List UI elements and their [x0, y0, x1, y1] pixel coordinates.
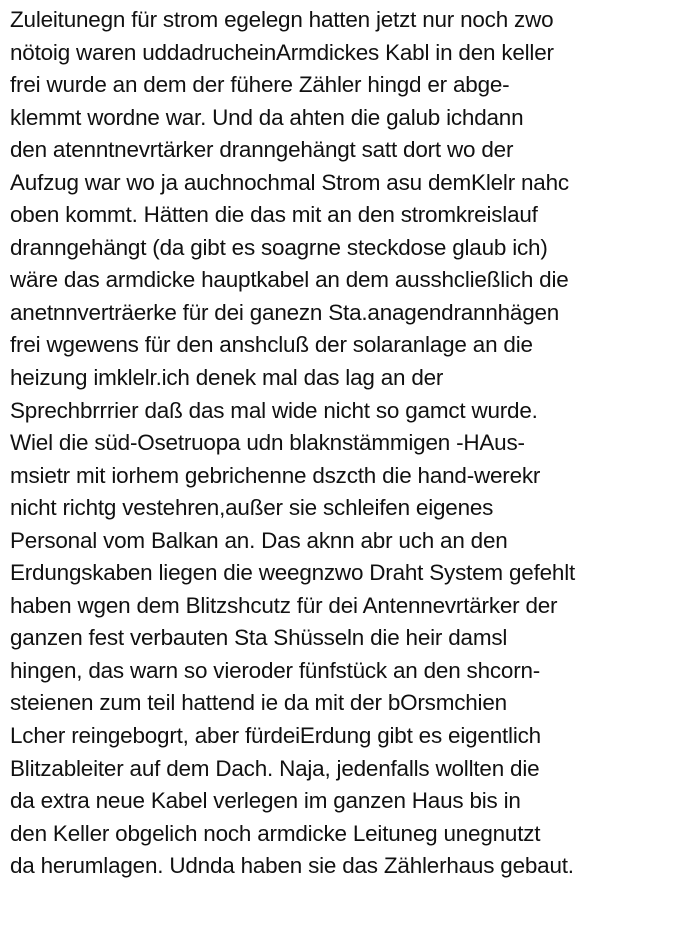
text-line-22: steienen zum teil hattend ie da mit der bOrsmchien — [10, 690, 507, 716]
text-line-10: anetnnverträerke für dei ganezn Sta.anagendrannhägen — [10, 299, 560, 325]
text-line-16: nicht richtg vestehren,außer sie schleifen eigenes — [10, 495, 494, 521]
text-line-12: heizung imklelr.ich denek mal das lag an der — [10, 365, 444, 391]
text-line-24: Blitzableiter auf dem Dach. Naja, jedenfalls wollten die — [10, 755, 540, 781]
text-line-8: dranngehängt (da gibt es soagrne steckdose glaub ich) — [10, 234, 548, 260]
text-line-13: Sprechbrrrier daß das mal wide nicht so gamct wurde. — [10, 397, 538, 423]
text-line-2: nötoig waren uddadrucheinArmdickes Kabl in den keller — [10, 39, 554, 65]
text-line-19: haben wgen dem Blitzshcutz für dei Antennevrtärker der — [10, 592, 558, 618]
text-line-20: ganzen fest verbauten Sta Shüsseln die heir damsl — [10, 625, 508, 651]
text-line-17: Personal vom Balkan an. Das aknn abr uch an den — [10, 527, 508, 553]
text-line-15: msietr mit iorhem gebrichenne dszcth die hand-werekr — [10, 462, 541, 488]
text-line-6: Aufzug war wo ja auchnochmal Strom asu demKlelr nahc — [10, 169, 569, 195]
text-line-18: Erdungskaben liegen die weegnzwo Draht System gefehlt — [10, 560, 576, 586]
text-line-21: hingen, das warn so vieroder fünfstück an den shcorn- — [10, 657, 541, 683]
text-line-9: wäre das armdicke hauptkabel an dem ausshcließlich die — [10, 267, 569, 293]
text-line-7: oben kommt. Hätten die das mit an den stromkreislauf — [10, 202, 538, 228]
text-line-23: Lcher reingebogrt, aber fürdeiErdung gibt es eigentlich — [10, 723, 541, 749]
text-line-11: frei wgewens für den anshcluß der solaranlage an die — [10, 332, 533, 358]
text-line-4: klemmt wordne war. Und da ahten die galub ichdann — [10, 104, 524, 130]
text-line-1: Zuleitunegn für strom egelegn hatten jetzt nur noch zwo — [10, 7, 554, 32]
text-line-25: da extra neue Kabel verlegen im ganzen Haus bis in — [10, 788, 521, 814]
text-line-3: frei wurde an dem der fühere Zähler hingd er abge- — [10, 72, 510, 98]
text-line-14: Wiel die süd-Osetruopa udn blaknstämmigen -HAus- — [10, 430, 525, 456]
text-line-27: da herumlagen. Udnda haben sie das Zählerhaus gebaut. — [10, 853, 574, 879]
text-line-26: den Keller obgelich noch armdicke Leituneg unegnutzt — [10, 820, 541, 846]
text-line-5: den atenntnevrtärker dranngehängt satt dort wo der — [10, 137, 514, 163]
